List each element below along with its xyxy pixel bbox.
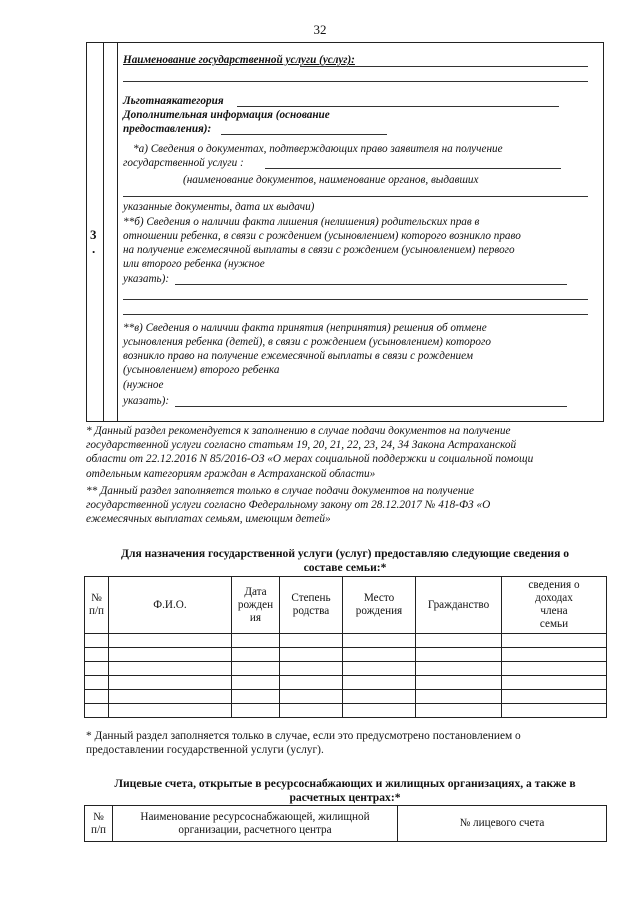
table-row [85, 704, 607, 718]
col-num: № п/п [85, 806, 113, 842]
col-dob: Дата рожден ия [232, 577, 280, 634]
item-c-text-3: возникло право на получение ежемесячной выплаты в связи с рождением [123, 350, 473, 362]
footnote-2-line: государственной услуги согласно Федеральному закону от 28.12.2017 № 418-ФЗ «О [86, 499, 491, 512]
cell[interactable] [232, 676, 280, 690]
table-row [85, 662, 607, 676]
service-name-line-2[interactable] [123, 81, 588, 82]
item-b-text-3: на получение ежемесячной выплаты в связи с рождением (усыновлением) первого [123, 244, 515, 256]
col-account-number: № лицевого счета [398, 806, 607, 842]
cell[interactable] [109, 662, 232, 676]
cell[interactable] [416, 690, 502, 704]
item-b-text-5: указать): [123, 273, 170, 285]
cell[interactable] [502, 704, 607, 718]
cell[interactable] [502, 648, 607, 662]
item-a-line-1[interactable] [265, 168, 561, 169]
cell[interactable] [502, 634, 607, 648]
column-divider-2 [117, 43, 118, 421]
col-organization: Наименование ресурсоснабжающей, жилищной организации, расчетного центра [113, 806, 398, 842]
col-citizenship: Гражданство [416, 577, 502, 634]
col-num: № п/п [85, 577, 109, 634]
section-number: 3 [90, 227, 97, 242]
item-a-line-2[interactable] [123, 196, 588, 197]
footnote-2-line: ** Данный раздел заполняется только в случае подачи документов на получение [86, 485, 474, 497]
family-note-line-1: * Данный раздел заполняется только в случае, если это предусмотрено постановлением о [86, 730, 521, 742]
cell[interactable] [85, 634, 109, 648]
col-relation: Степень родства [280, 577, 343, 634]
footnote-2 [86, 484, 604, 527]
family-table [84, 576, 607, 718]
item-b-line-1[interactable] [175, 284, 567, 285]
item-a-hint: (наименование документов, наименование органов, выдавших [183, 174, 479, 186]
cell[interactable] [232, 690, 280, 704]
cell[interactable] [109, 690, 232, 704]
cell[interactable] [85, 676, 109, 690]
cell[interactable] [109, 676, 232, 690]
cell[interactable] [280, 648, 343, 662]
family-note-line-2: предоставлении государственной услуги (услуг). [86, 744, 324, 757]
cell[interactable] [85, 648, 109, 662]
footnote-1-line: области от 22.12.2016 N 85/2016-ОЗ «О мерах социальной поддержки и социальной помощи [86, 453, 534, 466]
family-table-header [85, 577, 607, 634]
family-note [86, 729, 604, 757]
cell[interactable] [109, 634, 232, 648]
cell[interactable] [232, 648, 280, 662]
cell[interactable] [416, 704, 502, 718]
family-heading-line-1: Для назначения государственной услуги (услуг) предоставляю следующие сведения о [120, 547, 570, 560]
cell[interactable] [109, 648, 232, 662]
column-divider-1 [103, 43, 104, 421]
cell[interactable] [280, 676, 343, 690]
cell[interactable] [343, 662, 416, 676]
item-b-line-3[interactable] [123, 314, 588, 315]
table-row [85, 690, 607, 704]
family-heading [86, 547, 604, 575]
item-c-text-4: (усыновлением) второго ребенка [123, 364, 280, 376]
item-b-text-2: отношении ребенка, в связи с рождением (усыновлением) которого возникло право [123, 230, 521, 242]
category-line[interactable] [237, 106, 559, 107]
additional-info-line[interactable] [221, 134, 387, 135]
section-number-dot: . [92, 241, 96, 256]
service-name-label: Наименование государственной услуги (услуг): [123, 54, 355, 66]
cell[interactable] [343, 648, 416, 662]
cell[interactable] [416, 648, 502, 662]
item-b-text-1: **б) Сведения о наличии факта лишения (нелишения) родительских прав в [123, 216, 480, 228]
category-label: Льготнаякатегория [123, 95, 224, 107]
cell[interactable] [280, 704, 343, 718]
item-c-text-2: усыновления ребенка (детей), в связи с рождением (усыновлением) которого [123, 336, 491, 348]
cell[interactable] [109, 704, 232, 718]
service-name-line-1[interactable] [300, 66, 588, 67]
item-b-text-4: или второго ребенка (нужное [123, 258, 265, 270]
col-fio: Ф.И.О. [109, 577, 232, 634]
accounts-table-header [85, 806, 607, 842]
footnote-1 [86, 424, 604, 481]
cell[interactable] [232, 704, 280, 718]
item-a-text-3: указанные документы, дата их выдачи) [123, 201, 315, 213]
col-income: сведения о доходах члена семьи [502, 577, 607, 634]
cell[interactable] [502, 676, 607, 690]
item-c-text-6: указать): [123, 395, 170, 407]
cell[interactable] [280, 634, 343, 648]
item-a-text-1: *а) Сведения о документах, подтверждающих право заявителя на получение [133, 143, 503, 155]
accounts-heading-line-2: расчетных центрах:* [289, 791, 401, 804]
footnote-1-line: государственной услуги согласно статьям 19, 20, 21, 22, 23, 24, 34 Закона Астраханской [86, 439, 517, 452]
section-3-frame [86, 42, 604, 422]
footnote-1-line: * Данный раздел рекомендуется к заполнению в случае подачи документов на получение [86, 425, 511, 437]
cell[interactable] [343, 690, 416, 704]
cell[interactable] [85, 690, 109, 704]
cell[interactable] [343, 634, 416, 648]
additional-info-label-2: предоставления): [123, 123, 212, 135]
footnote-2-line: ежемесячных выплатах семьям, имеющим детей» [86, 513, 331, 526]
additional-info-label: Дополнительная информация (основание [123, 109, 330, 121]
accounts-heading-line-1: Лицевые счета, открытые в ресурсоснабжающих и жилищных организациях, а также в [114, 777, 576, 790]
cell[interactable] [85, 662, 109, 676]
item-c-text-1: **в) Сведения о наличии факта принятия (непринятия) решения об отмене [123, 322, 487, 334]
cell[interactable] [85, 704, 109, 718]
cell[interactable] [416, 634, 502, 648]
page-number: 32 [313, 22, 327, 37]
cell[interactable] [416, 676, 502, 690]
cell[interactable] [343, 704, 416, 718]
footnote-1-line: отдельным категориям граждан в Астраханской области» [86, 467, 376, 480]
col-birthplace: Место рождения [343, 577, 416, 634]
cell[interactable] [502, 662, 607, 676]
table-row [85, 676, 607, 690]
cell[interactable] [280, 662, 343, 676]
item-b-line-2[interactable] [123, 299, 588, 300]
cell[interactable] [232, 634, 280, 648]
accounts-heading [86, 777, 604, 805]
cell[interactable] [502, 690, 607, 704]
item-a-text-2: государственной услуги : [123, 157, 244, 169]
table-row [85, 634, 607, 648]
cell[interactable] [343, 676, 416, 690]
family-heading-line-2: составе семьи:* [303, 561, 387, 574]
item-c-line[interactable] [175, 406, 567, 407]
table-row [85, 648, 607, 662]
cell[interactable] [416, 662, 502, 676]
cell[interactable] [232, 662, 280, 676]
accounts-table [84, 805, 607, 842]
cell[interactable] [280, 690, 343, 704]
item-c-text-5: (нужное [123, 379, 164, 391]
